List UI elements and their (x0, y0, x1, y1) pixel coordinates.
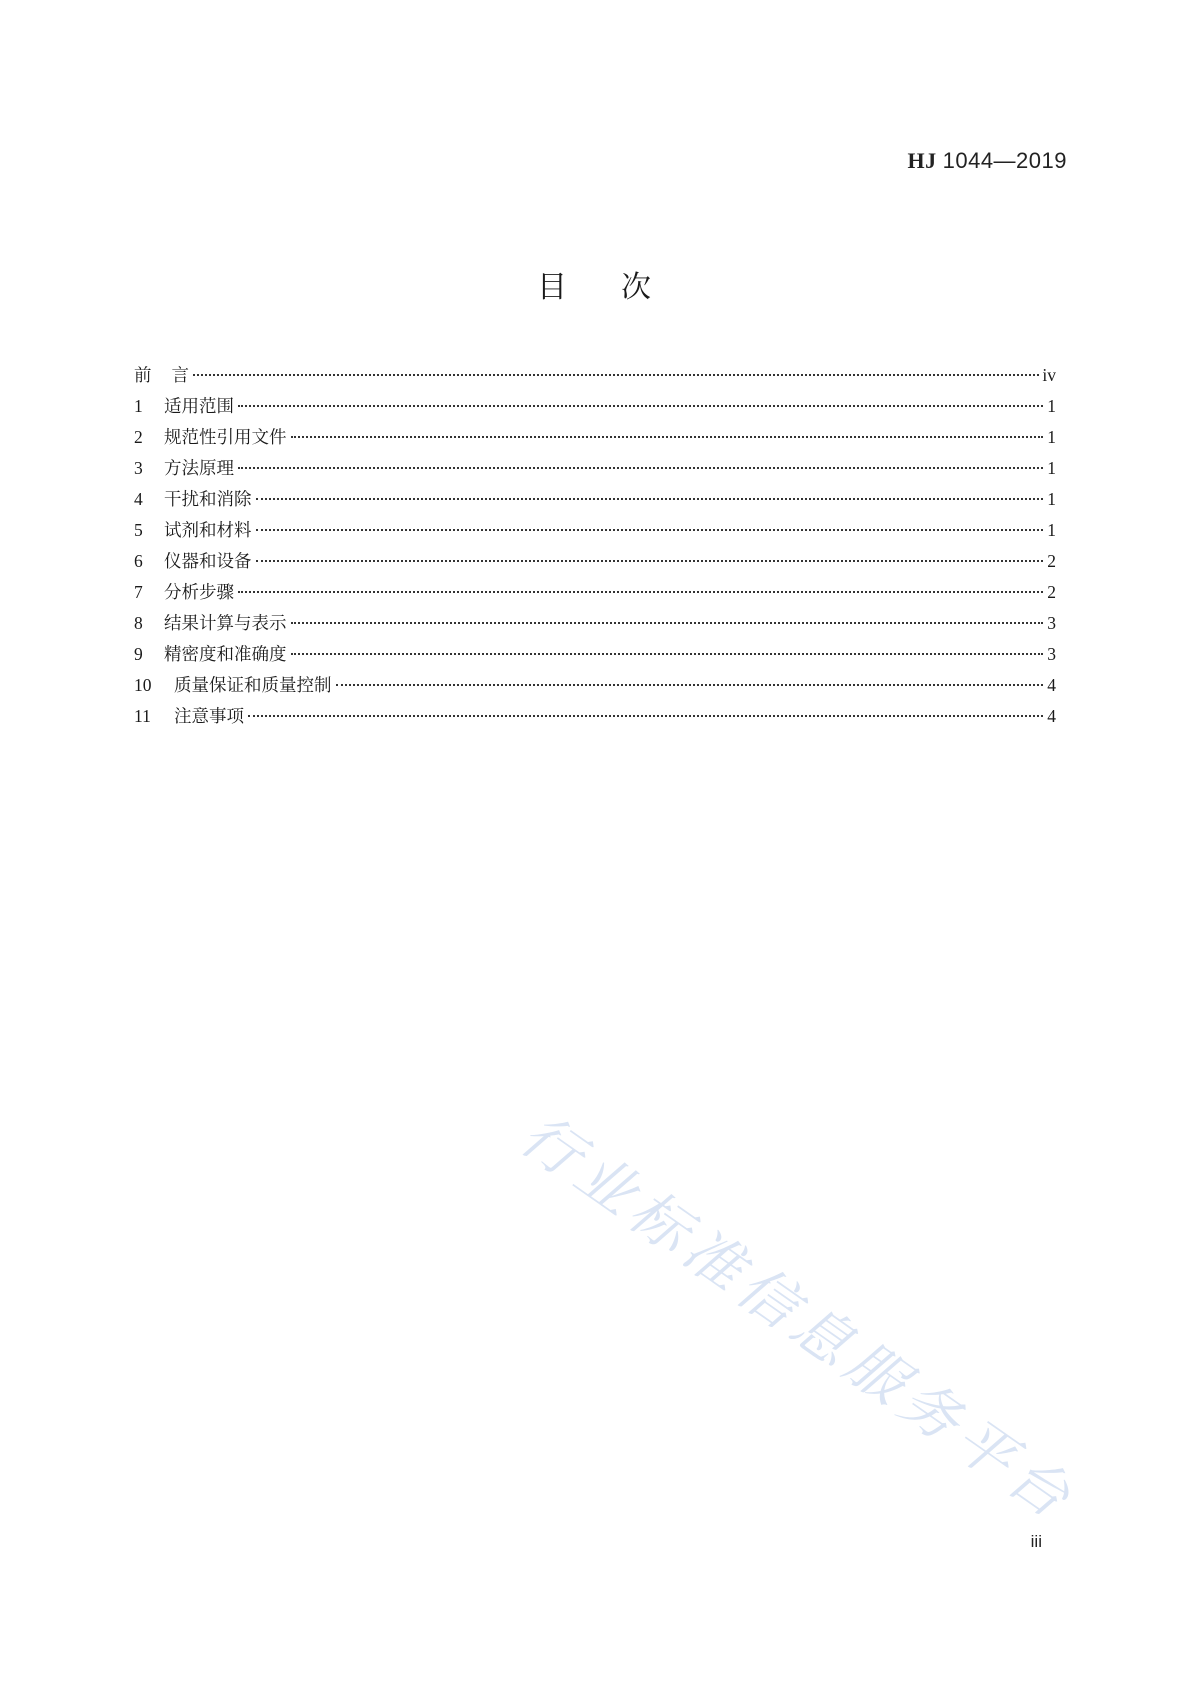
toc-entry-number: 11 (134, 706, 151, 726)
toc-leader-dots (256, 498, 1044, 500)
toc-entry-page: 1 (1047, 520, 1056, 540)
toc-entry-label: 前言 (134, 366, 209, 386)
page-title-char-1: 目 (537, 270, 569, 305)
toc-entry-number: 1 (134, 396, 143, 416)
page-number: iii (1030, 1532, 1042, 1551)
toc-entry-page: 4 (1047, 706, 1056, 726)
toc-entry-5[interactable] (134, 515, 1056, 546)
toc-entry-label: 试剂和材料 (164, 521, 252, 541)
toc-entry-7[interactable] (134, 577, 1056, 608)
toc-entry-8[interactable] (134, 608, 1056, 639)
toc-entry-number: 4 (134, 489, 143, 509)
toc-entry-page: 2 (1047, 551, 1056, 571)
toc-entry-number: 10 (134, 675, 152, 695)
toc-entry-number: 2 (134, 427, 143, 447)
toc-entry-4[interactable] (134, 484, 1056, 515)
toc-entry-foreword[interactable] (134, 360, 1056, 391)
toc-entry-label: 方法原理 (164, 459, 234, 479)
toc-entry-2[interactable] (134, 422, 1056, 453)
toc-entry-label: 干扰和消除 (164, 490, 252, 510)
table-of-contents (134, 360, 1056, 732)
toc-entry-number: 7 (134, 582, 143, 602)
toc-entry-label: 分析步骤 (164, 583, 234, 603)
toc-leader-dots (291, 622, 1044, 624)
toc-entry-page: 3 (1047, 644, 1056, 664)
toc-entry-page: 4 (1047, 675, 1056, 695)
toc-entry-label: 结果计算与表示 (164, 614, 287, 634)
watermark: 行业标准信息服务平台 (508, 1100, 1089, 1535)
toc-entry-label: 仪器和设备 (164, 552, 252, 572)
toc-entry-1[interactable] (134, 391, 1056, 422)
toc-leader-dots (248, 715, 1043, 717)
toc-entry-page: 1 (1047, 489, 1056, 509)
toc-leader-dots (238, 467, 1043, 469)
toc-entry-label: 精密度和准确度 (164, 645, 287, 665)
toc-entry-label: 规范性引用文件 (164, 428, 287, 448)
toc-leader-dots (238, 405, 1043, 407)
toc-entry-label: 适用范围 (164, 397, 234, 417)
toc-entry-6[interactable] (134, 546, 1056, 577)
toc-entry-label: 注意事项 (174, 707, 244, 727)
toc-entry-page: 1 (1047, 396, 1056, 416)
toc-entry-page: 2 (1047, 582, 1056, 602)
toc-entry-label: 质量保证和质量控制 (174, 676, 332, 696)
toc-leader-dots (291, 436, 1044, 438)
toc-entry-number: 9 (134, 644, 143, 664)
toc-entry-number: 3 (134, 458, 143, 478)
toc-leader-dots (238, 591, 1043, 593)
page-title (0, 262, 1190, 306)
toc-entry-number: 5 (134, 520, 143, 540)
toc-entry-10[interactable] (134, 670, 1056, 701)
toc-entry-number: 6 (134, 551, 143, 571)
standard-number: 1044—2019 (942, 148, 1067, 173)
toc-entry-9[interactable] (134, 639, 1056, 670)
toc-leader-dots (193, 374, 1039, 376)
toc-entry-page: 3 (1047, 613, 1056, 633)
toc-entry-3[interactable] (134, 453, 1056, 484)
toc-leader-dots (256, 529, 1044, 531)
toc-entry-11[interactable] (134, 701, 1056, 732)
page-title-char-2: 次 (621, 270, 653, 305)
toc-leader-dots (291, 653, 1044, 655)
standard-code (907, 148, 1067, 174)
toc-entry-number: 8 (134, 613, 143, 633)
standard-prefix: HJ (907, 148, 937, 173)
toc-entry-page: 1 (1047, 427, 1056, 447)
toc-leader-dots (336, 684, 1044, 686)
toc-entry-page: iv (1042, 365, 1056, 385)
toc-entry-page: 1 (1047, 458, 1056, 478)
toc-leader-dots (256, 560, 1044, 562)
